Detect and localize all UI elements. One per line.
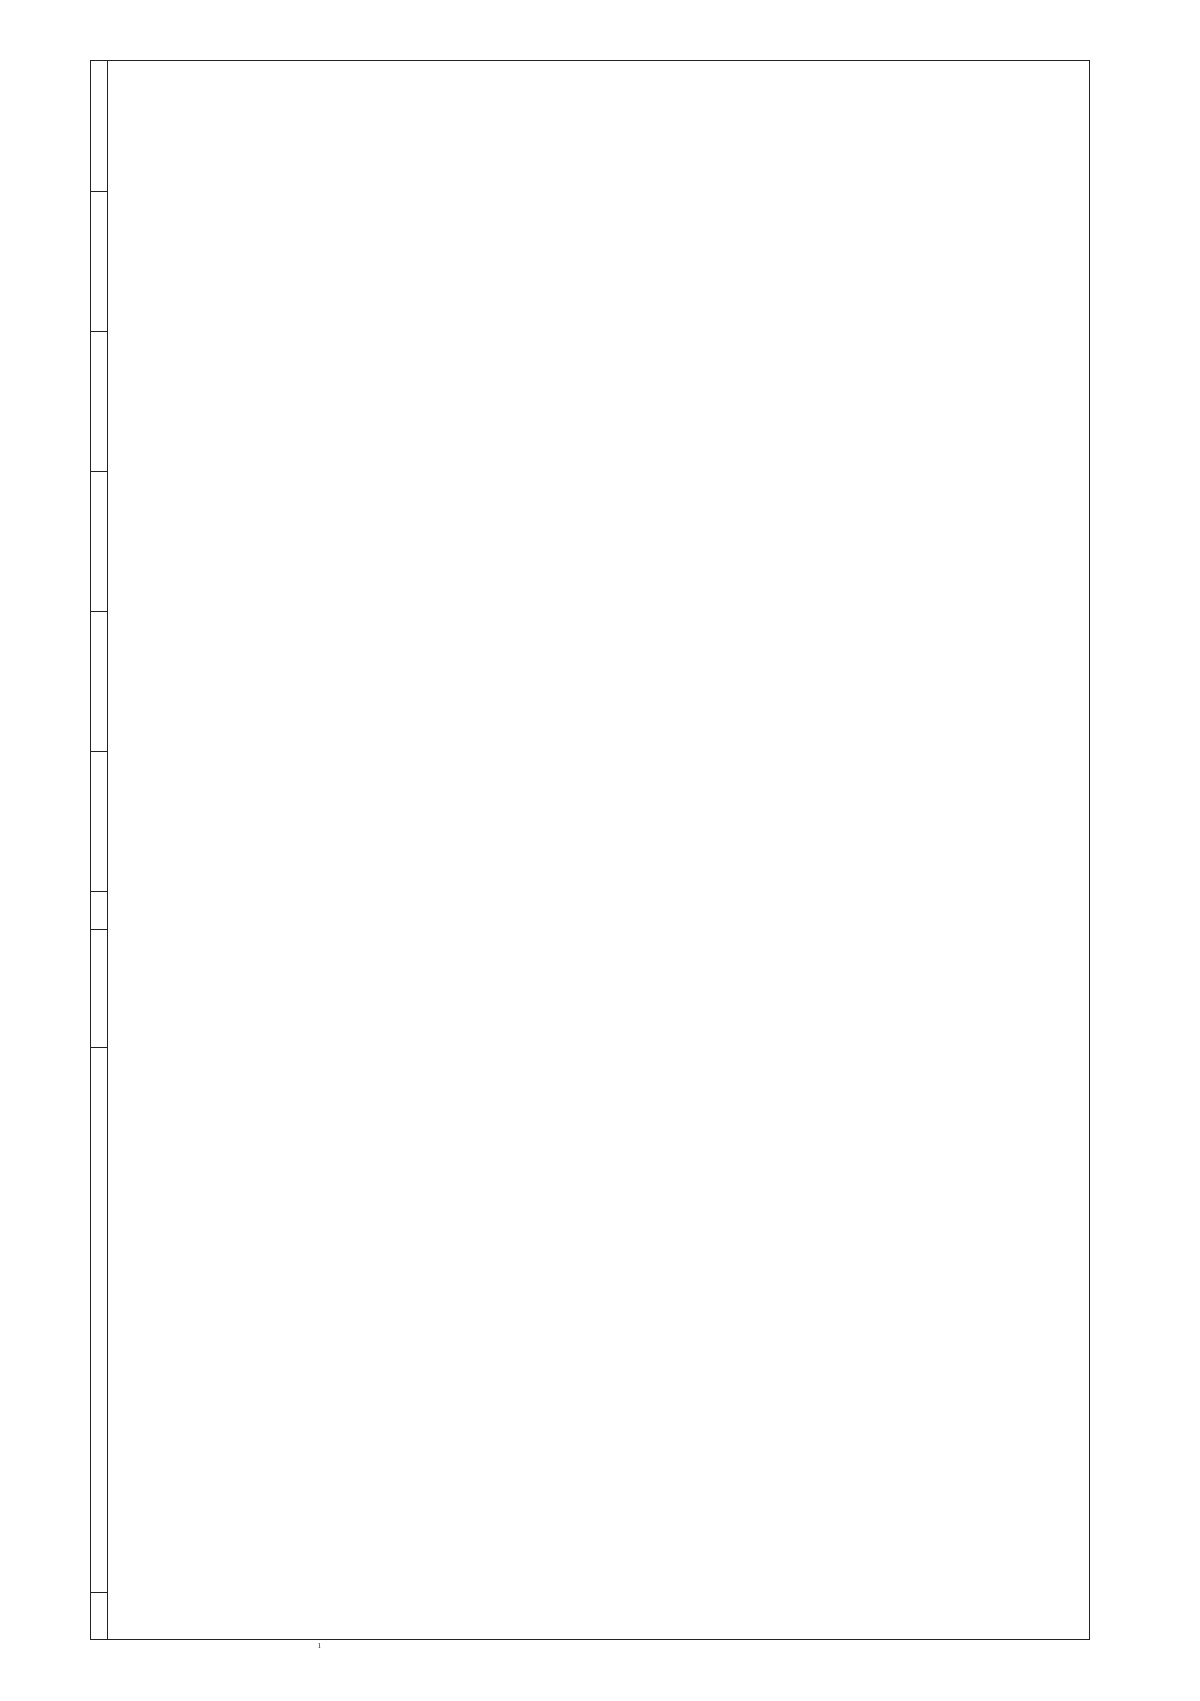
margin-mark: ı: [318, 1640, 321, 1651]
header-col-5: [90, 751, 107, 891]
header-col-7: [90, 471, 107, 611]
header-col-1: [90, 1592, 107, 1640]
header-col-9: [90, 191, 107, 331]
header-col-6: [90, 611, 107, 751]
header-col-3: [90, 929, 107, 1047]
budget-table: [90, 60, 1090, 1640]
table-header-row: [90, 60, 108, 1640]
header-col-4: [90, 891, 107, 929]
header-col-8: [90, 331, 107, 471]
header-col-10: [90, 60, 107, 191]
table-border: [90, 60, 1090, 1640]
header-col-2: [90, 1047, 107, 1592]
